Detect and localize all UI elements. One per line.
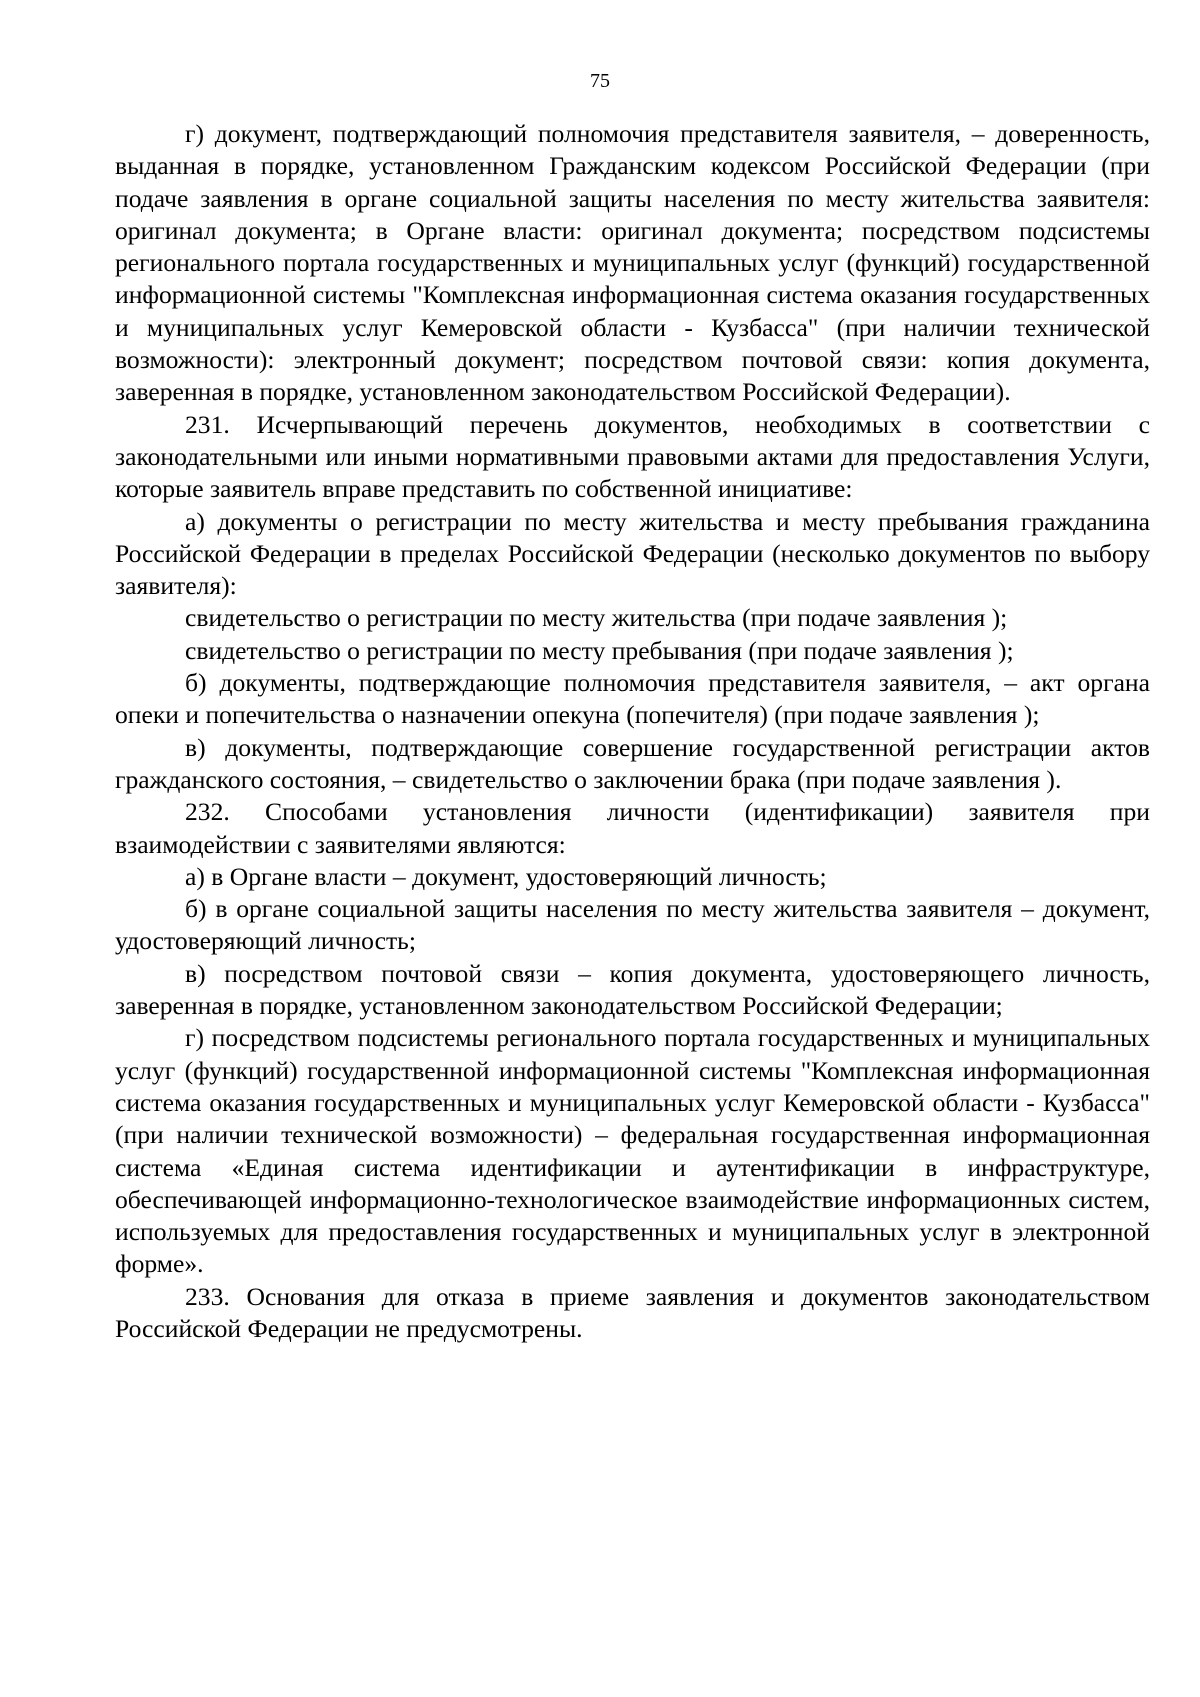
- paragraph: 231. Исчерпывающий перечень документов, необходимых в соответствии с законодательными или иными нормативными правовыми актами для предоставления Услуги, которые заявитель вправе представить по собственной инициативе:: [115, 409, 1150, 504]
- paragraph: б) документы, подтверждающие полномочия представителя заявителя, – акт органа опеки и попечительства о назначении опекуна (попечителя) (при подаче заявления );: [115, 668, 1150, 730]
- page-number: 75: [590, 70, 610, 92]
- paragraph: в) документы, подтверждающие совершение государственной регистрации актов гражданского состояния, – свидетельство о заключении брака (при подаче заявления ).: [115, 732, 1150, 794]
- paragraph: свидетельство о регистрации по месту пребывания (при подаче заявления );: [185, 635, 1014, 665]
- paragraph: г) посредством подсистемы регионального портала государственных и муниципальных услуг (функций) государственной информационной системы "Комплексная информационная система оказания государственных и муниципальных услуг Кемеровской области - Кузбасса" (при наличии технической возможности) – федеральная государственная информационная система «Единая система идентификации и аутентификации в инфраструктуре, обеспечивающей информационно-технологическое взаимодействие информационных систем, используемых для предоставления государственных и муниципальных услуг в электронной форме».: [115, 1023, 1150, 1279]
- paragraph: 233. Основания для отказа в приеме заявления и документов законодательством Российской Федерации не предусмотрены.: [115, 1281, 1150, 1343]
- paragraph: в) посредством почтовой связи – копия документа, удостоверяющего личность, заверенная в порядке, установленном законодательством Российской Федерации;: [115, 958, 1150, 1021]
- paragraph: г) документ, подтверждающий полномочия представителя заявителя, – доверенность, выданная в порядке, установленном Гражданским кодексом Российской Федерации (при подаче заявления в органе социальной защиты населения по месту жительства заявителя: оригинал документа; в Органе власти: оригинал документа; посредством подсистемы регионального портала государственных и муниципальных услуг (функций) государственной информационной системы "Комплексная информационная система оказания государственных и муниципальных услуг Кемеровской области - Кузбасса" (при наличии технической возможности): электронный документ; посредством почтовой связи: копия документа, заверенная в порядке, установленном законодательством Российской Федерации).: [115, 119, 1150, 407]
- paragraph: б) в органе социальной защиты населения по месту жительства заявителя – документ, удостоверяющий личность;: [115, 894, 1150, 956]
- document-body: [115, 118, 1150, 1345]
- paragraph: а) в Органе власти – документ, удостоверяющий личность;: [185, 861, 827, 891]
- paragraph: 232. Способами установления личности (идентификации) заявителя при взаимодействии с заявителями являются:: [115, 797, 1150, 859]
- paragraph: а) документы о регистрации по месту жительства и месту пребывания гражданина Российской Федерации в пределах Российской Федерации (несколько документов по выбору заявителя):: [115, 506, 1150, 601]
- paragraph: свидетельство о регистрации по месту жительства (при подаче заявления );: [185, 603, 1008, 633]
